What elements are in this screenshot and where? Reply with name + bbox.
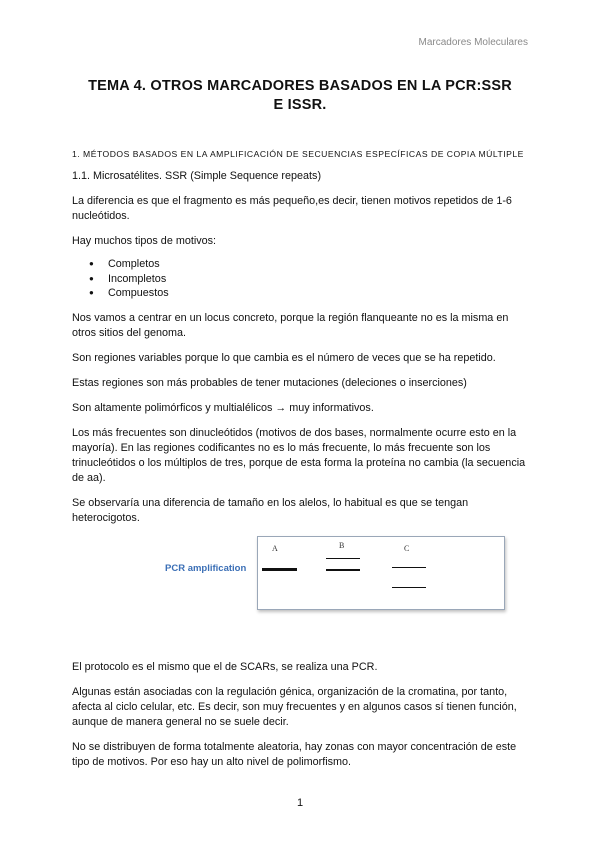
- gel-band: [326, 558, 360, 559]
- list-item: ● Completos: [108, 257, 532, 272]
- lane-label-b: B: [339, 540, 345, 550]
- list-item: ● Incompletos: [108, 272, 532, 287]
- paragraph: Los más frecuentes son dinucleótidos (motivos de dos bases, normalmente ocurre esto en la mayoría). En las regiones codificantes no es lo más frecuente, lo más frecuente son los trinucleótidos o los múltiplos de tres, porque de esta forma la proteína no cambia (la secuencia de aa).: [72, 426, 526, 484]
- gel-image: [257, 536, 505, 610]
- paragraph: Algunas están asociadas con la regulación génica, organización de la cromatina, por tanto, afecta al ciclo celular, etc. Es decir, son muy frecuentes y en algunos casos sí tienen función, aunque de manera general no se suele decir.: [72, 685, 517, 728]
- page-title: [60, 77, 540, 115]
- figure-label: PCR amplification: [165, 562, 247, 574]
- paragraph: Nos vamos a centrar en un locus concreto, porque la región flanqueante no es la misma en otros sitios del genoma.: [72, 311, 509, 339]
- paragraph: Son altamente polimórficos y multialélicos → muy informativos.: [72, 401, 374, 414]
- lane-label-c: C: [404, 543, 410, 553]
- paragraph: La diferencia es que el fragmento es más pequeño,es decir, tienen motivos repetidos de 1-6 nucleótidos.: [72, 195, 512, 222]
- title-line-1: TEMA 4. OTROS MARCADORES BASADOS EN LA PCR:SSR: [88, 78, 512, 94]
- gel-band: [326, 569, 360, 571]
- gel-band: [392, 567, 426, 568]
- gel-band: [392, 587, 426, 588]
- paragraph: Estas regiones son más probables de tener mutaciones (deleciones o inserciones): [72, 376, 467, 389]
- document-body: [72, 148, 532, 780]
- running-header: Marcadores Moleculares: [418, 37, 528, 48]
- paragraph: El protocolo es el mismo que el de SCARs, se realiza una PCR.: [72, 660, 378, 673]
- paragraph: Son regiones variables porque lo que cambia es el número de veces que se ha repetido.: [72, 351, 496, 364]
- motif-type-list: [72, 257, 532, 301]
- paragraph: No se distribuyen de forma totalmente aleatoria, hay zonas con mayor concentración de este tipo de motivos. Por eso hay un alto nivel de polimorfismo.: [72, 740, 517, 768]
- title-line-2: E ISSR.: [273, 97, 327, 113]
- pcr-figure: [72, 536, 532, 648]
- subsection-heading: 1.1. Microsatélites. SSR (Simple Sequence repeats): [72, 170, 322, 182]
- lane-label-a: A: [272, 543, 278, 553]
- page-number: 1: [296, 797, 304, 809]
- paragraph: Se observaría una diferencia de tamaño en los alelos, lo habitual es que se tengan heterocigotos.: [72, 496, 469, 524]
- list-item: ● Compuestos: [108, 286, 532, 301]
- paragraph: Hay muchos tipos de motivos:: [72, 235, 217, 247]
- section-heading: 1. MÉTODOS BASADOS EN LA AMPLIFICACIÓN DE SECUENCIAS ESPECÍFICAS DE COPIA MÚLTIPLE: [72, 149, 524, 159]
- gel-band: [262, 568, 297, 571]
